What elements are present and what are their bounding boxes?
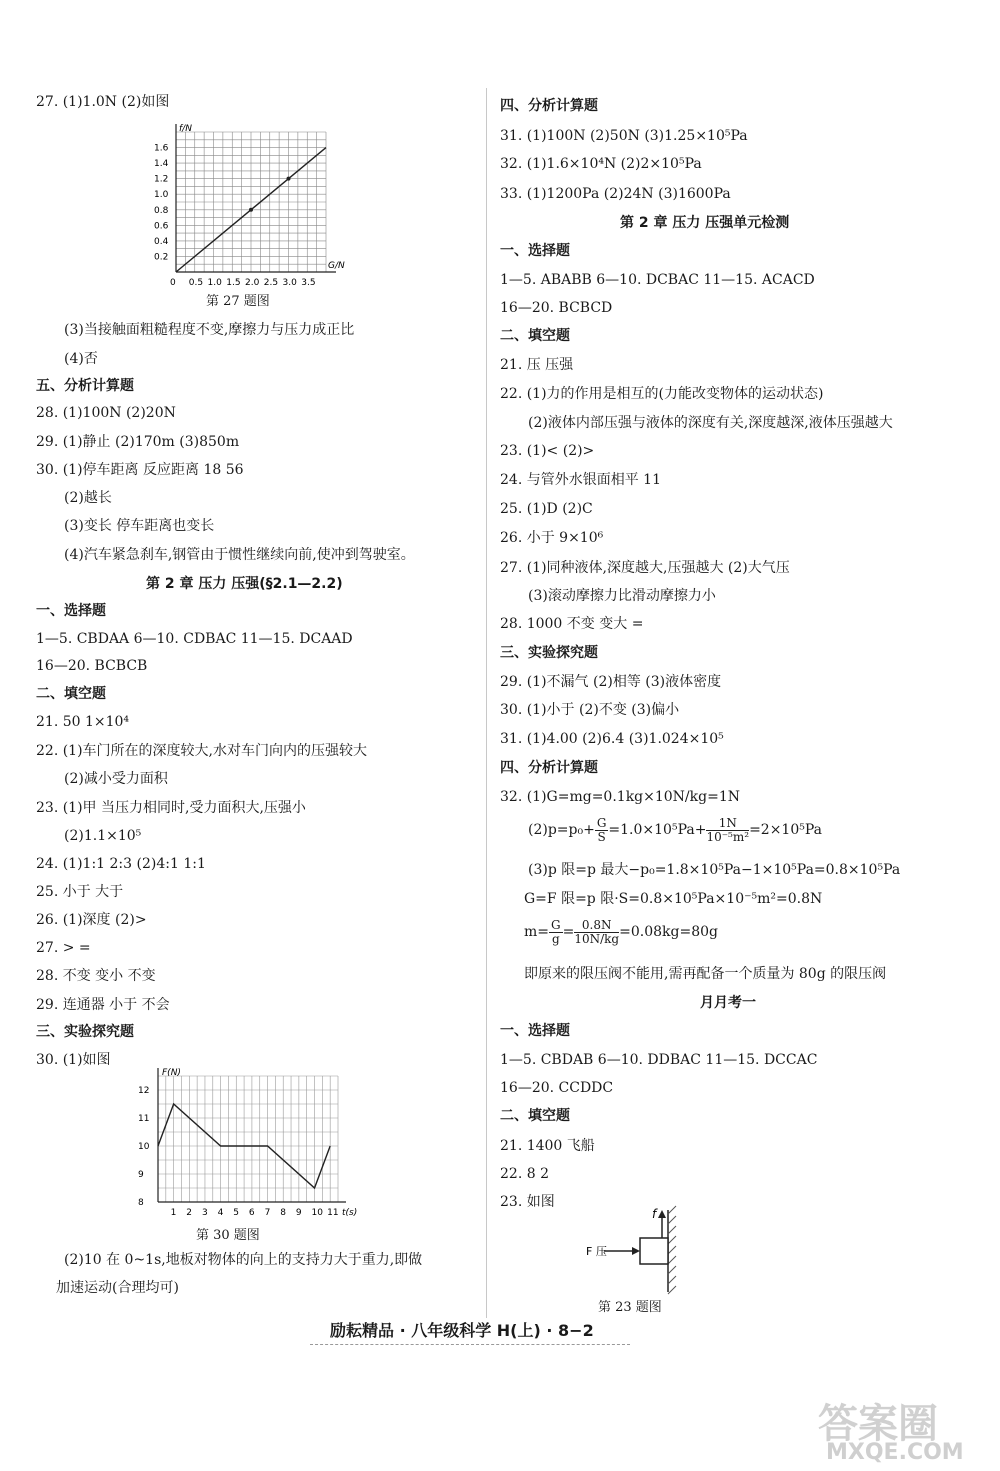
answer-f28: 28. 1000 不变 变大 = [500, 616, 644, 632]
answer-f22-2: (2)液体内部压强与液体的深度有关,深度越深,液体压强越大 [528, 415, 893, 431]
fraction-numerator: G [551, 917, 561, 932]
y-tick-label: 0.4 [154, 236, 169, 247]
mc-answers-2: 16—20. CCDDC [500, 1080, 614, 1096]
calc-32-1: 32. (1)G=mg=0.1kg×10N/kg=1N [500, 789, 740, 805]
x-tick-label: 3.0 [282, 278, 297, 288]
y-tick-label: 9 [138, 1170, 144, 1180]
wall-hatching [668, 1206, 676, 1294]
answer-e31: 31. (1)4.00 (2)6.4 (3)1.024×10⁵ [500, 731, 724, 747]
x-tick-label: 2.5 [263, 278, 279, 288]
calc-32-4: G=F 限=p 限·S=0.8×10⁵Pa×10⁻⁵m²=0.8N [524, 891, 823, 907]
chapter-title: 第 2 章 压力 压强单元检测 [620, 215, 790, 231]
section-heading: 五、分析计算题 [36, 378, 134, 394]
footer-rule [310, 1344, 630, 1345]
watermark-url: MXQE.COM [826, 1440, 964, 1465]
answer-f23-2: (2)1.1×10⁵ [64, 828, 142, 844]
fraction [574, 919, 619, 946]
answer-f23: 23. (1)< (2)> [500, 443, 595, 459]
data-point [287, 177, 291, 181]
column-divider [486, 88, 487, 1318]
answer-e30: 30. (1)如图 [36, 1052, 111, 1068]
x-axis-label: G/N [328, 261, 345, 271]
x-tick-label: 3.5 [301, 278, 316, 288]
calc-text: m= [524, 924, 550, 940]
fraction-denominator: g [551, 931, 560, 946]
x-tick-label: 2.0 [245, 278, 260, 288]
x-tick-label: 2 [186, 1208, 193, 1218]
answer-f27: 27. (1)同种液体,深度越大,压强越大 (2)大气压 [500, 560, 790, 576]
answer-f22: 22. (1)力的作用是相互的(力能改变物体的运动状态) [500, 386, 824, 402]
x-tick-label: 7 [264, 1208, 271, 1218]
answer-m23: 23. 如图 [500, 1194, 555, 1210]
calc-32-6: 即原来的限压阀不能用,需再配备一个质量为 80g 的限压阀 [524, 966, 887, 982]
chart-caption-q30: 第 30 题图 [196, 1228, 260, 1243]
answer-e29: 29. (1)不漏气 (2)相等 (3)液体密度 [500, 674, 722, 690]
x-tick-label: 9 [295, 1208, 302, 1218]
answer-q27-3: (3)当接触面粗糙程度不变,摩擦力与压力成正比 [64, 322, 355, 338]
calc-text: = [562, 924, 575, 940]
answer-q30-2: (2)越长 [64, 490, 112, 506]
section-heading: 一、选择题 [500, 1023, 570, 1039]
x-tick-label: 4 [217, 1208, 224, 1218]
y-tick-label: 11 [138, 1114, 150, 1124]
calc-32-3: (3)p 限=p 最大−p₀=1.8×10⁵Pa−1×10⁵Pa=0.8×10⁵Pa [528, 862, 901, 878]
calc-32-5 [524, 918, 718, 946]
monthly-test-title: 月月考一 [700, 995, 756, 1011]
answer-f21: 21. 压 压强 [500, 357, 574, 373]
x-tick-label: 10 [311, 1208, 323, 1218]
y-tick-label: 0.2 [154, 252, 169, 263]
answer-f28: 28. 不变 变小 不变 [36, 968, 156, 984]
fraction [706, 817, 749, 844]
x-tick-label: 0 [170, 278, 176, 288]
y-tick-label: 0.8 [154, 205, 169, 216]
friction-chart [142, 118, 346, 290]
answer-f24: 24. (1)1:1 2:3 (2)4:1 1:1 [36, 856, 206, 872]
answer-r33: 33. (1)1200Pa (2)24N (3)1600Pa [500, 186, 731, 202]
force-diagram [584, 1204, 694, 1296]
answer-q28: 28. (1)100N (2)20N [36, 405, 176, 421]
y-tick-label: 1.4 [154, 159, 169, 170]
mc-answers-1: 1—5. CBDAB 6—10. DDBAC 11—15. DCCAC [500, 1052, 818, 1068]
answer-m21: 21. 1400 飞船 [500, 1138, 595, 1154]
force-time-chart [130, 1062, 360, 1224]
fraction [549, 919, 563, 946]
answer-q27: 27. (1)1.0N (2)如图 [36, 94, 170, 110]
section-heading: 四、分析计算题 [500, 760, 598, 776]
calc-text: (2)p=p₀+ [528, 822, 595, 838]
x-tick-label: 3 [201, 1208, 208, 1218]
chart-caption-q27: 第 27 题图 [206, 294, 270, 309]
fraction-denominator: 10⁻⁵m² [706, 829, 750, 844]
x-tick-label: 6 [248, 1208, 255, 1218]
x-tick-label: 8 [280, 1208, 286, 1218]
friction-label: f [652, 1207, 657, 1221]
chapter-title: 第 2 章 压力 压强(§2.1—2.2) [146, 576, 343, 592]
answer-q30-3: (3)变长 停车距离也变长 [64, 518, 215, 534]
calc-32-2 [500, 816, 822, 844]
y-tick-label: 1.0 [154, 190, 169, 201]
mc-answers-1: 1—5. ABABB 6—10. DCBAC 11—15. ACACD [500, 272, 815, 288]
answer-r32: 32. (1)1.6×10⁴N (2)2×10⁵Pa [500, 156, 702, 172]
y-tick-label: 12 [138, 1086, 150, 1096]
section-heading: 二、填空题 [36, 686, 106, 702]
fraction-numerator: 1N [706, 817, 749, 831]
x-tick-label: 0.5 [188, 278, 204, 288]
pressure-force-label: F 压 [586, 1245, 607, 1258]
answer-f22: 22. (1)车门所在的深度较大,水对车门向内的压强较大 [36, 743, 367, 759]
y-axis-label: F(N) [162, 1068, 181, 1078]
answer-f22-2: (2)减小受力面积 [64, 771, 168, 787]
block [640, 1238, 668, 1264]
fraction-denominator: S [597, 829, 606, 844]
answer-f29: 29. 连通器 小于 不会 [36, 997, 170, 1013]
x-axis-label: t(s) [342, 1208, 358, 1218]
x-tick-label: 1.0 [207, 278, 222, 288]
mc-answers-2: 16—20. BCBCB [36, 658, 148, 674]
section-heading: 二、填空题 [500, 328, 570, 344]
answer-r31: 31. (1)100N (2)50N (3)1.25×10⁵Pa [500, 128, 748, 144]
y-tick-label: 1.6 [154, 143, 169, 154]
mc-answers-2: 16—20. BCBCD [500, 300, 613, 316]
answer-f23: 23. (1)甲 当压力相同时,受力面积大,压强小 [36, 800, 306, 816]
answer-q27-4: (4)否 [64, 351, 98, 367]
y-tick-label: 0.6 [154, 221, 169, 232]
answer-f21: 21. 50 1×10⁴ [36, 714, 130, 730]
answer-f25: 25. (1)D (2)C [500, 501, 593, 517]
y-axis-label: f/N [179, 124, 192, 134]
calc-text: =2×10⁵Pa [749, 822, 822, 838]
answer-e30-2b: 加速运动(合理均可) [56, 1280, 179, 1296]
page-footer: 励耘精品 · 八年级科学 H(上) · 8−2 [330, 1321, 594, 1340]
diagram-caption-q23: 第 23 题图 [598, 1300, 662, 1315]
y-tick-label: 10 [138, 1142, 150, 1152]
y-tick-label: 8 [138, 1198, 144, 1208]
fraction-numerator: 0.8N [574, 919, 619, 933]
answer-f26: 26. (1)深度 (2)> [36, 912, 147, 928]
answer-f26: 26. 小于 9×10⁶ [500, 530, 604, 546]
answer-f24: 24. 与管外水银面相平 11 [500, 472, 661, 488]
answer-q30: 30. (1)停车距离 反应距离 18 56 [36, 462, 244, 478]
watermark-logo: 答案圈 [818, 1401, 938, 1447]
mc-answers-1: 1—5. CBDAA 6—10. CDBAC 11—15. DCAAD [36, 631, 353, 647]
x-tick-label: 1 [170, 1208, 177, 1218]
answer-q29: 29. (1)静止 (2)170m (3)850m [36, 434, 240, 450]
section-heading: 三、实验探究题 [500, 645, 598, 661]
answer-f27: 27. > = [36, 940, 91, 956]
section-heading: 三、实验探究题 [36, 1024, 134, 1040]
calc-text: =0.08kg=80g [619, 924, 718, 940]
fraction-numerator: G [596, 815, 607, 830]
answer-q30-4: (4)汽车紧急刹车,钢管由于惯性继续向前,使冲到驾驶室。 [64, 547, 415, 563]
x-tick-label: 11 [327, 1208, 339, 1218]
data-point [249, 208, 253, 212]
answer-e30: 30. (1)小于 (2)不变 (3)偏小 [500, 702, 680, 718]
answer-m22: 22. 8 2 [500, 1166, 549, 1182]
fraction-denominator: 10N/kg [574, 931, 620, 946]
x-tick-label: 5 [233, 1208, 239, 1218]
x-tick-label: 1.5 [226, 278, 241, 288]
y-tick-label: 1.2 [154, 174, 169, 185]
section-heading: 一、选择题 [36, 603, 106, 619]
section-heading: 二、填空题 [500, 1108, 570, 1124]
fraction [595, 817, 609, 844]
answer-f27-3: (3)滚动摩擦力比滑动摩擦力小 [528, 588, 716, 604]
answer-e30-2a: (2)10 在 0~1s,地板对物体的向上的支持力大于重力,即做 [64, 1252, 423, 1268]
section-heading: 一、选择题 [500, 243, 570, 259]
calc-text: =1.0×10⁵Pa+ [608, 822, 707, 838]
section-heading: 四、分析计算题 [500, 98, 598, 114]
answer-f25: 25. 小于 大于 [36, 884, 124, 900]
